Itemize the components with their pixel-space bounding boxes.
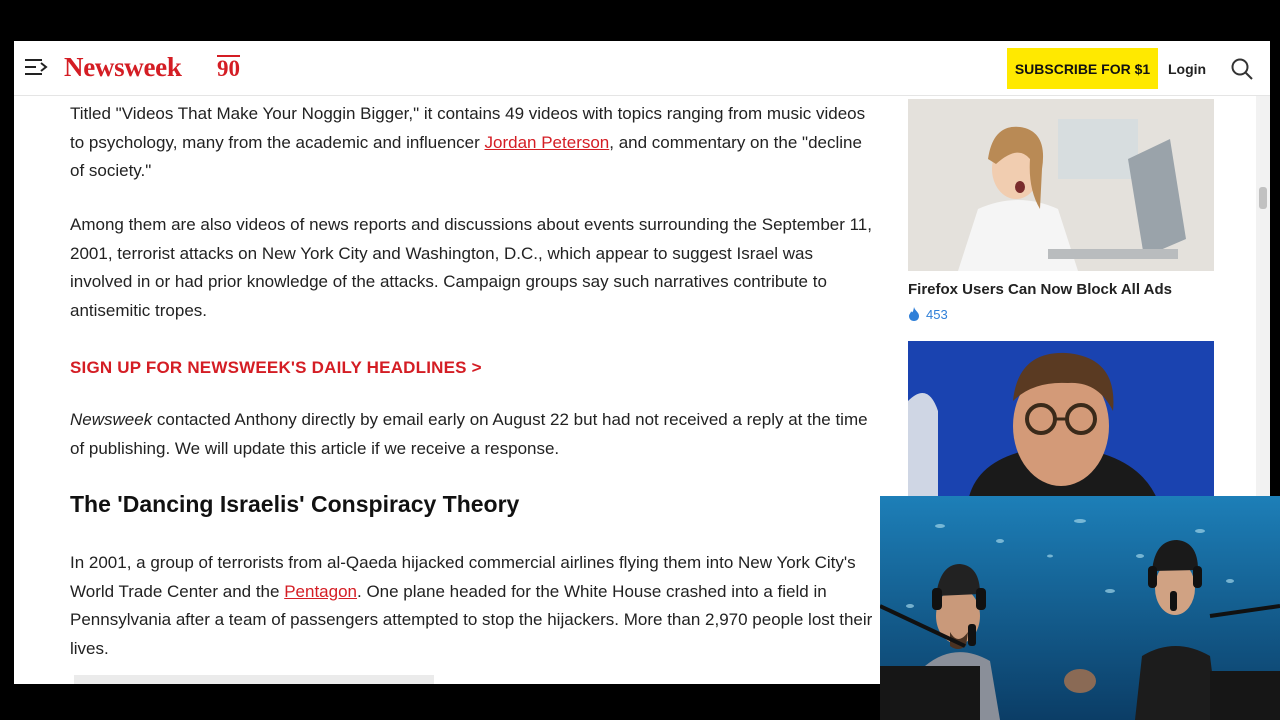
ad-photo-woman-laptop	[908, 99, 1214, 271]
newsletter-signup-link[interactable]: SIGN UP FOR NEWSWEEK'S DAILY HEADLINES >	[70, 358, 482, 377]
flame-icon	[908, 307, 920, 321]
webcam-video-frame	[880, 496, 1280, 720]
publication-name: Newsweek	[70, 410, 153, 429]
section-heading: The 'Dancing Israelis' Conspiracy Theory	[70, 491, 520, 517]
article-paragraph	[70, 549, 880, 663]
paragraph-text: contacted Anthony directly by email early on August 22 but had not received a reply at the time of publishing. We will update this article if we receive a response.	[70, 410, 868, 458]
newsweek-logo[interactable]: Newsweek	[64, 52, 182, 82]
jordan-peterson-link[interactable]: Jordan Peterson	[484, 132, 610, 152]
search-icon[interactable]	[1230, 57, 1254, 81]
ad-headline[interactable]: Firefox Users Can Now Block All Ads	[908, 281, 1172, 298]
ad-photo-man-glasses	[908, 341, 1214, 501]
cut-off-text	[74, 675, 434, 684]
login-link[interactable]: Login	[1168, 61, 1207, 77]
paragraph-text: In 2001, a group of terrorists from al-Qaeda hijacked commercial airlines flying them into New York City's World Trade Center and the	[70, 553, 856, 601]
article-paragraph	[70, 100, 880, 186]
ad-engagement	[908, 307, 948, 322]
webcam-overlay	[880, 496, 1280, 720]
scrollbar-thumb[interactable]	[1259, 187, 1267, 209]
pentagon-link[interactable]: Pentagon	[284, 581, 357, 601]
ad-image-tucker[interactable]	[908, 341, 1214, 501]
paragraph-text: , and commentary on the "decline of society."	[70, 132, 862, 180]
site-header	[14, 41, 1270, 96]
paragraph-text: . One plane headed for the White House crashed into a field in Pennsylvania after a team of passengers attempted to stop the hijackers. More than 2,970 people lost their lives.	[70, 581, 873, 658]
ad-image-firefox[interactable]	[908, 99, 1214, 271]
paragraph-text: Titled "Videos That Make Your Noggin Bigger," it contains 49 videos with topics ranging from music videos to psychology, many from the academic and influencer	[70, 104, 866, 152]
menu-icon[interactable]	[22, 54, 52, 80]
ad-count-value: 453	[926, 307, 948, 322]
article-paragraph	[70, 406, 880, 463]
anniversary-badge: 90	[217, 56, 240, 81]
article-paragraph: Among them are also videos of news reports and discussions about events surrounding the September 11, 2001, terrorist attacks on New York City and Washington, D.C., which appear to suggest Israel was involved in or had prior knowledge of the attacks. Campaign groups say such narratives contribute to antisemitic tropes.	[70, 215, 872, 320]
subscribe-button[interactable]: SUBSCRIBE FOR $1	[1007, 48, 1158, 89]
